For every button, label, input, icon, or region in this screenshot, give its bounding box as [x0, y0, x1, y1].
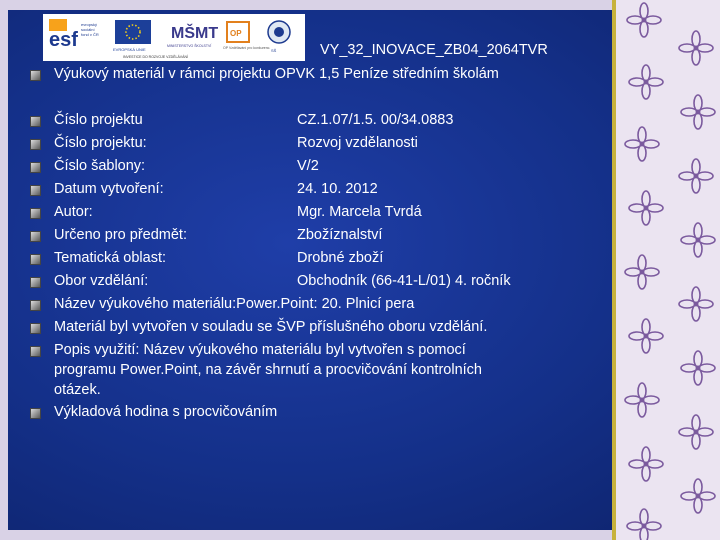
info-label: Číslo šablony: [54, 158, 146, 174]
logos-caption: INVESTICE DO ROZVOJE VZDĚLÁVÁNÍ [123, 55, 188, 59]
svg-text:fond v ČR: fond v ČR [81, 32, 99, 37]
bullet [30, 185, 41, 196]
bullet [30, 70, 41, 81]
eu-flag-logo [113, 20, 151, 52]
info-value: 24. 10. 2012 [297, 181, 378, 197]
info-value: Mgr. Marcela Tvrdá [297, 204, 422, 220]
info-row [54, 112, 454, 128]
project-subtitle: Výukový materiál v rámci projektu OPVK 1,5 Peníze středním školám [54, 66, 499, 82]
bullet [30, 254, 41, 265]
description-line-2: programu Power.Point, na závěr shrnutí a procvičování kontrolních [54, 362, 482, 378]
frame-bottom [0, 530, 612, 540]
svg-text:MŠMT: MŠMT [171, 25, 219, 42]
info-row [54, 181, 378, 197]
bullet [30, 139, 41, 150]
floral-pattern-icon [616, 0, 720, 540]
svg-text:sociální: sociální [81, 27, 95, 32]
svg-text:OP Vzdělávání pro konkurenc.: OP Vzdělávání pro konkurenc. [223, 46, 271, 50]
bullet [30, 408, 41, 419]
bullet [30, 116, 41, 127]
bullet [30, 346, 41, 357]
info-value: Rozvoj vzdělanosti [297, 135, 418, 151]
lesson-type-line: Výkladová hodina s procvičováním [54, 404, 278, 420]
bullet [30, 300, 41, 311]
info-label: Tematická oblast: [54, 250, 167, 266]
info-value: Obchodník (66-41-L/01) 4. ročník [297, 273, 511, 289]
description-line-3: otázek. [54, 382, 101, 398]
svg-text:EVROPSKÁ UNIE: EVROPSKÁ UNIE [113, 47, 146, 52]
msmt-logo [167, 23, 218, 48]
info-row [54, 273, 511, 289]
info-label: Datum vytvoření: [54, 181, 164, 197]
logo-strip-graphic [43, 14, 305, 61]
info-row [54, 204, 422, 220]
description-line-1: Popis využití: Název výukového materiálu byl vytvořen s pomocí [54, 342, 466, 358]
info-label: Číslo projektu: [54, 135, 147, 151]
info-value: CZ.1.07/1.5. 00/34.0883 [297, 112, 454, 128]
school-logo [268, 21, 290, 53]
bullet [30, 162, 41, 173]
material-code: VY_32_INOVACE_ZB04_2064TVR [320, 42, 548, 58]
logo-strip [43, 14, 305, 61]
svg-text:evropský: evropský [81, 22, 98, 27]
op-vk-logo [223, 22, 270, 50]
info-label: Autor: [54, 204, 93, 220]
info-label: Číslo projektu [54, 112, 143, 128]
svg-text:SŠ: SŠ [271, 48, 277, 53]
svg-text:OP: OP [230, 29, 242, 38]
bullet [30, 277, 41, 288]
esf-logo [49, 19, 99, 51]
info-row [54, 227, 383, 243]
info-row [54, 250, 384, 266]
svg-text:esf: esf [49, 29, 78, 51]
info-value: Drobné zboží [297, 250, 384, 266]
decorative-pattern-panel [612, 0, 720, 540]
svg-text:MINISTERSTVO ŠKOLSTVÍ: MINISTERSTVO ŠKOLSTVÍ [167, 44, 212, 48]
info-value: Zbožíznalství [297, 227, 383, 243]
bullet [30, 323, 41, 334]
info-label: Určeno pro předmět: [54, 227, 187, 243]
bullet [30, 208, 41, 219]
frame-left [0, 0, 8, 540]
info-row [54, 135, 418, 151]
info-row [54, 158, 319, 174]
bullet [30, 231, 41, 242]
info-label: Obor vzdělání: [54, 273, 149, 289]
frame-top [0, 0, 612, 10]
material-name-line: Název výukového materiálu:Power.Point: 20. Plnicí pera [54, 296, 415, 312]
svp-line: Materiál byl vytvořen v souladu se ŠVP příslušného oboru vzdělání. [54, 319, 488, 335]
info-value: V/2 [297, 158, 319, 174]
